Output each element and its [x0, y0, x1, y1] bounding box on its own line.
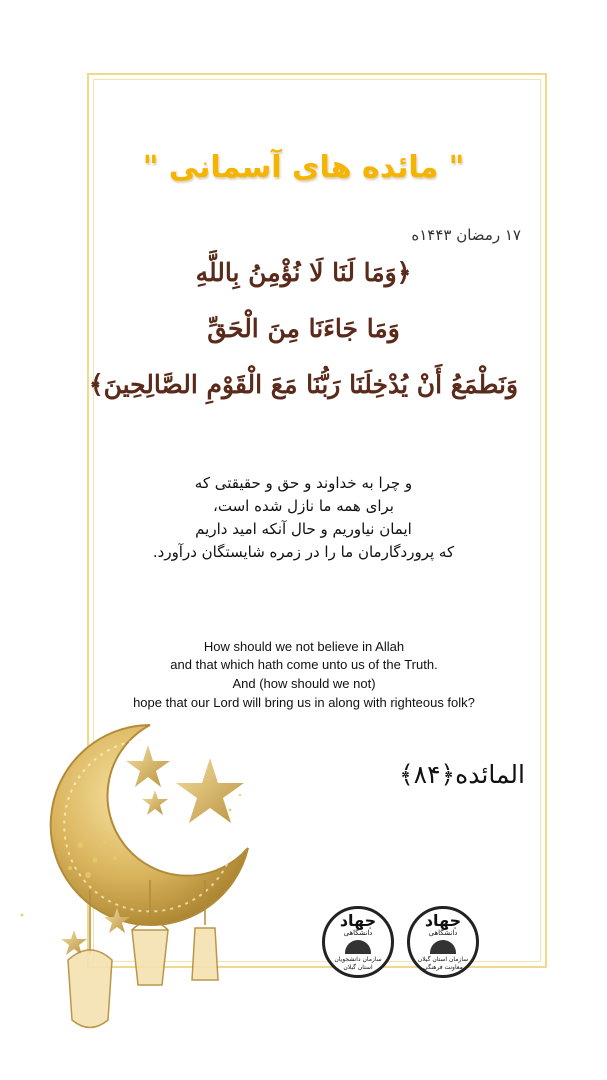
english-line-3: And (how should we not) [232, 676, 376, 691]
logo-sub-text: دانشگاهی [343, 928, 373, 937]
logo-caption-2: استان گیلان [343, 963, 373, 971]
gear-icon [345, 940, 371, 954]
english-line-2: and that which hath come unto us of the Truth. [170, 657, 438, 672]
gear-icon [430, 940, 456, 954]
logo-main-text: جهاد [424, 910, 462, 930]
logo-caption-1: سازمان دانشجویان [334, 955, 382, 963]
surah-reference: المائده﴿۸۴﴾ [399, 760, 525, 789]
page-title: " مائده های آسمانی " [142, 150, 465, 185]
persian-line-4: که پروردگارمان ما را در زمره شایستگان درآورد. [152, 543, 455, 561]
hijri-date: ۱۷ رمضان ۱۴۴۳ه [411, 226, 521, 244]
star-icon [176, 758, 244, 823]
ayah-line-2: وَمَا جَاءَنَا مِنَ الْحَقِّ [207, 314, 400, 343]
persian-line-3: ایمان نیاوریم و حال آنکه امید داریم [195, 520, 412, 538]
persian-line-1: و چرا به خداوند و حق و حقیقتی که [194, 474, 413, 492]
english-line-1: How should we not believe in Allah [203, 639, 405, 654]
logo-sub-text: دانشگاهی [428, 928, 458, 937]
star-icon [142, 790, 168, 815]
english-line-4: hope that our Lord will bring us in along with righteous folk? [133, 695, 475, 710]
jahad-students-logo [322, 906, 394, 978]
star-icon [126, 745, 170, 787]
ayah-line-3: وَنَطْمَعُ أَنْ يُدْخِلَنَا رَبُّنَا مَعَ الْقَوْمِ الصَّالِحِينَ﴾ [88, 370, 519, 399]
ayah-line-1: ﴿وَمَا لَنَا لَا نُؤْمِنُ بِاللَّهِ [195, 258, 412, 287]
logo-caption-2: معاونت فرهنگی [423, 963, 463, 971]
persian-line-2: برای همه ما نازل شده است، [213, 497, 394, 515]
logo-main-text: جهاد [339, 910, 377, 930]
logo-caption-1: سازمان استان گیلان [417, 955, 469, 963]
jahad-gilan-logo [407, 906, 479, 978]
